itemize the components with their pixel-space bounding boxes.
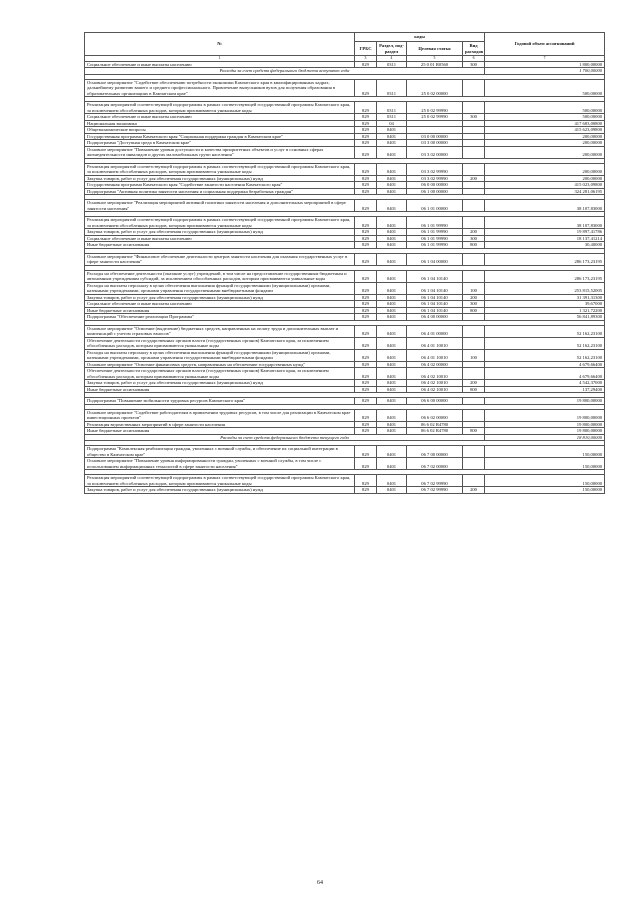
- row-section: 0311: [377, 79, 407, 97]
- row-name: Национальная экономика: [85, 120, 355, 127]
- table-row: [85, 475, 605, 487]
- row-target-article: 06 1 04 10140: [407, 282, 463, 294]
- row-grbs: 829: [355, 114, 377, 121]
- row-target-article: 06 6 02 00000: [407, 409, 463, 421]
- row-target-article: 06 1 01 99990: [407, 217, 463, 229]
- row-expense-type: 100: [463, 349, 485, 361]
- column-number: 3: [355, 56, 377, 62]
- row-section: 0401: [377, 146, 407, 158]
- row-name: Социальное обеспечение и иные выплаты населению: [85, 61, 355, 68]
- row-name: Расходы на выплаты персоналу в целях обеспечения выполнения функций государственными (муниципальными) органами, казенными учреждениями, органами управления государственными внебюджетными фондами: [85, 282, 355, 294]
- row-target-article: 06 4 02 10010: [407, 380, 463, 387]
- table-row: [85, 146, 605, 158]
- row-target-article: 06 7 00 00000: [407, 446, 463, 458]
- row-amount: 18 137,41214: [485, 235, 605, 242]
- row-target-article: 06 6 00 00000: [407, 398, 463, 405]
- table-row: [85, 446, 605, 458]
- row-section: 0401: [377, 398, 407, 405]
- header-annual-volume: Годовой объем ассигнований: [485, 33, 605, 56]
- row-target-article: 06 4 01 10010: [407, 349, 463, 361]
- row-amount: 4 679,66400: [485, 368, 605, 380]
- row-section: 0401: [377, 270, 407, 282]
- row-name: Иные бюджетные ассигнования: [85, 307, 355, 314]
- row-grbs: 829: [355, 409, 377, 421]
- row-amount: 200,00000: [485, 133, 605, 140]
- row-expense-type: [463, 102, 485, 114]
- table-row: [85, 217, 605, 229]
- row-name: Обеспечение деятельности государственных органов власти (государственных органов) Камчатского края, за исключением обособленных расходов, которым присваиваются уникальные коды: [85, 337, 355, 349]
- row-expense-type: [463, 146, 485, 158]
- row-amount: 19 800,00000: [485, 428, 605, 435]
- column-number: 5: [407, 56, 463, 62]
- row-section: 0401: [377, 140, 407, 147]
- header-num: №: [85, 33, 355, 56]
- table-row: [85, 368, 605, 380]
- row-grbs: 829: [355, 398, 377, 405]
- row-grbs: 829: [355, 120, 377, 127]
- row-amount: 52 162,23100: [485, 337, 605, 349]
- header-codes-group: коды: [355, 33, 485, 42]
- row-target-article: 06 1 01 99990: [407, 229, 463, 236]
- row-grbs: 829: [355, 188, 377, 195]
- row-section: 0311: [377, 61, 407, 68]
- row-section: 0401: [377, 428, 407, 435]
- row-grbs: 829: [355, 349, 377, 361]
- row-section: 0401: [377, 163, 407, 175]
- document-page: [84, 32, 604, 494]
- row-section: 0401: [377, 182, 407, 189]
- row-expense-type: [463, 79, 485, 97]
- row-grbs: 829: [355, 140, 377, 147]
- row-grbs: 829: [355, 133, 377, 140]
- header-expense-type: Вид расходов: [463, 42, 485, 56]
- row-expense-type: 800: [463, 428, 485, 435]
- row-target-article: 03 3 02 99990: [407, 163, 463, 175]
- row-section: 04: [377, 120, 407, 127]
- row-target-article: 25 0 02 00000: [407, 79, 463, 97]
- row-section: 0401: [377, 314, 407, 321]
- row-expense-type: [463, 325, 485, 337]
- row-grbs: 829: [355, 458, 377, 470]
- row-name: Иные бюджетные ассигнования: [85, 428, 355, 435]
- row-expense-type: [463, 270, 485, 282]
- row-amount: 39,67000: [485, 301, 605, 308]
- row-grbs: 829: [355, 61, 377, 68]
- row-expense-type: [463, 446, 485, 458]
- row-name: Реализация мероприятий соответствующей подпрограммы в рамках соответствующей государственной программы Камчатского края, за исключением обособленных расходов, которым присваиваются уникальные коды: [85, 163, 355, 175]
- row-section: 0401: [377, 337, 407, 349]
- row-name: Обеспечение деятельности государственных органов власти (государственных органов) Камчатского края, за исключением обособленных расходов, которым присваиваются уникальные коды: [85, 368, 355, 380]
- row-target-article: 06 1 04 10140: [407, 307, 463, 314]
- row-target-article: 06 7 02 99990: [407, 475, 463, 487]
- row-grbs: 829: [355, 487, 377, 494]
- row-amount: 56 841,89300: [485, 314, 605, 321]
- row-name: Закупка товаров, работ и услуг для обеспечения государственных (муниципальных) нужд: [85, 487, 355, 494]
- row-amount: 200,00000: [485, 175, 605, 182]
- row-expense-type: 300: [463, 235, 485, 242]
- row-target-article: 06 4 02 10010: [407, 386, 463, 393]
- row-section: 0401: [377, 253, 407, 265]
- row-grbs: 829: [355, 361, 377, 368]
- row-section: 0401: [377, 229, 407, 236]
- row-grbs: 829: [355, 175, 377, 182]
- row-amount: 1 321,72200: [485, 307, 605, 314]
- row-amount: 150,00000: [485, 475, 605, 487]
- row-name: Подпрограмма "Активная политика занятости населения и социальная поддержка безработных граждан": [85, 188, 355, 195]
- table-row: [85, 458, 605, 470]
- table-row: [85, 349, 605, 361]
- row-expense-type: [463, 368, 485, 380]
- row-section: 0401: [377, 307, 407, 314]
- row-expense-type: 200: [463, 294, 485, 301]
- row-section: 0401: [377, 386, 407, 393]
- row-amount: 4 542,37000: [485, 380, 605, 387]
- row-target-article: 06 4 00 00000: [407, 314, 463, 321]
- table-row: [85, 325, 605, 337]
- table-row: [85, 102, 605, 114]
- row-target-article: 25 0 01 R0560: [407, 61, 463, 68]
- row-expense-type: [463, 409, 485, 421]
- table-header: [85, 33, 605, 62]
- row-amount: 30,40000: [485, 242, 605, 249]
- row-grbs: 829: [355, 294, 377, 301]
- table-row: [85, 163, 605, 175]
- table-row: [85, 270, 605, 282]
- row-target-article: 06 6 02 R4780: [407, 421, 463, 428]
- row-grbs: 829: [355, 253, 377, 265]
- row-grbs: 829: [355, 200, 377, 212]
- note-amount: 1 700,00000: [485, 68, 605, 75]
- row-target-article: 06 1 00 00000: [407, 188, 463, 195]
- row-amount: 415 623,09800: [485, 127, 605, 134]
- row-target-article: 06 0 00 00000: [407, 182, 463, 189]
- table-row: [85, 282, 605, 294]
- row-grbs: 829: [355, 146, 377, 158]
- row-amount: 52 162,23100: [485, 349, 605, 361]
- row-grbs: 829: [355, 314, 377, 321]
- column-number: 1: [85, 56, 355, 62]
- row-name: Основное мероприятие "Содействие обеспечению потребности экономики Камчатского края в квалифицированных кадрах, дальнейшему развитию вашего и среднего профессионального. Привлечение выпускников вузов для получения образования в образовательных организациях в Камчатском крае": [85, 79, 355, 97]
- row-target-article: 06 1 04 00000: [407, 253, 463, 265]
- row-section: 0401: [377, 301, 407, 308]
- row-grbs: 829: [355, 270, 377, 282]
- row-section: 0401: [377, 361, 407, 368]
- row-target-article: 06 4 02 10010: [407, 368, 463, 380]
- row-expense-type: [463, 475, 485, 487]
- row-amount: 500,00000: [485, 114, 605, 121]
- row-grbs: 829: [355, 102, 377, 114]
- row-name: Основное мероприятие "Освоение финансовых средств, направленных на обеспечение государственных нужд": [85, 361, 355, 368]
- column-number: 7: [485, 56, 605, 62]
- row-target-article: 03 3 02 00000: [407, 146, 463, 158]
- note-text: Расходы за счет средств федерального бюджета текущего года: [85, 434, 485, 441]
- row-section: 0401: [377, 175, 407, 182]
- row-amount: 324 281,06195: [485, 188, 605, 195]
- row-expense-type: [463, 200, 485, 212]
- row-grbs: 829: [355, 163, 377, 175]
- row-target-article: 25 0 02 99990: [407, 114, 463, 121]
- row-grbs: 829: [355, 380, 377, 387]
- row-name: Реализация мероприятий соответствующей подпрограммы в рамках соответствующей государственной программы Камчатского края, за исключением обособленных расходов, которым присваиваются уникальные коды: [85, 217, 355, 229]
- row-section: 0401: [377, 380, 407, 387]
- row-target-article: 06 1 04 10140: [407, 270, 463, 282]
- row-section: 0401: [377, 349, 407, 361]
- row-name: Общеэкономические вопросы: [85, 127, 355, 134]
- row-section: 0401: [377, 446, 407, 458]
- row-expense-type: 300: [463, 61, 485, 68]
- row-name: Основное мероприятие "Освоение (выделение) бюджетных средств, направленных на оплату труда и дополнительных выплат и компенсаций с учетом страховых взносов": [85, 325, 355, 337]
- row-target-article: 06 1 01 99990: [407, 235, 463, 242]
- row-amount: 150,00000: [485, 446, 605, 458]
- row-expense-type: 300: [463, 301, 485, 308]
- row-expense-type: 200: [463, 229, 485, 236]
- row-amount: 286 173,23195: [485, 253, 605, 265]
- table-row: [85, 487, 605, 494]
- row-section: 0401: [377, 325, 407, 337]
- row-name: Социальное обеспечение и иные выплаты населению: [85, 235, 355, 242]
- row-grbs: 829: [355, 368, 377, 380]
- table-row: [85, 253, 605, 265]
- row-name: Расходы на обеспечение деятельности (оказание услуг) учреждений, в том числе на предоставление государственным бюджетным и автономным учреждениям субсидий, за исключением обособленных расходов, которым присваиваются уникальные коды: [85, 270, 355, 282]
- row-section: 0401: [377, 421, 407, 428]
- row-amount: 137,29400: [485, 386, 605, 393]
- table-row: [85, 409, 605, 421]
- row-name: Иные бюджетные ассигнования: [85, 242, 355, 249]
- row-section: 0401: [377, 368, 407, 380]
- row-target-article: 06 6 02 R4780: [407, 428, 463, 435]
- row-name: Закупка товаров, работ и услуг для обеспечения государственных (муниципальных) нужд: [85, 380, 355, 387]
- row-name: Закупка товаров, работ и услуг для обеспечения государственных (муниципальных) нужд: [85, 229, 355, 236]
- row-grbs: 829: [355, 386, 377, 393]
- row-name: Государственная программа Камчатского края "Содействие занятости населения Камчатского края": [85, 182, 355, 189]
- row-target-article: 06 4 02 00000: [407, 361, 463, 368]
- row-grbs: 829: [355, 325, 377, 337]
- row-target-article: 03 3 02 99990: [407, 175, 463, 182]
- row-expense-type: [463, 217, 485, 229]
- table-row: [85, 200, 605, 212]
- row-name: Основное мероприятие "Финансовое обеспечение деятельности центров занятости населения для оказания государственных услуг в сфере занятости населения": [85, 253, 355, 265]
- row-name: Реализация ведомственных мероприятий в сфере занятости населения: [85, 421, 355, 428]
- column-number: 6: [463, 56, 485, 62]
- header-target-article: Целевая статья: [407, 42, 463, 56]
- row-name: Подпрограмма "Обеспечение реализации Программы": [85, 314, 355, 321]
- row-amount: 286 173,23195: [485, 270, 605, 282]
- row-target-article: 06 4 01 10010: [407, 337, 463, 349]
- row-amount: 415 023,09800: [485, 182, 605, 189]
- row-section: 0401: [377, 282, 407, 294]
- row-section: 0401: [377, 458, 407, 470]
- row-amount: 500,00000: [485, 102, 605, 114]
- row-grbs: 829: [355, 282, 377, 294]
- row-expense-type: 200: [463, 175, 485, 182]
- row-name: Социальное обеспечение и иные выплаты населению: [85, 301, 355, 308]
- row-amount: 200,00000: [485, 140, 605, 147]
- row-amount: 38 107,83000: [485, 200, 605, 212]
- row-grbs: 829: [355, 182, 377, 189]
- row-name: Подпрограмма "Повышение мобильности трудовых ресурсов Камчатского края": [85, 398, 355, 405]
- row-grbs: 829: [355, 235, 377, 242]
- row-amount: 31 391,31300: [485, 294, 605, 301]
- row-section: 0401: [377, 409, 407, 421]
- row-amount: 19 897,41786: [485, 229, 605, 236]
- row-target-article: 06 4 01 00000: [407, 325, 463, 337]
- row-section: 0401: [377, 127, 407, 134]
- row-section: 0401: [377, 475, 407, 487]
- row-amount: 200,00000: [485, 163, 605, 175]
- table-row: [85, 337, 605, 349]
- row-grbs: 829: [355, 475, 377, 487]
- row-name: Подпрограмма "Доступная среда в Камчатском крае": [85, 140, 355, 147]
- header-grbs: ГРБС: [355, 42, 377, 56]
- row-grbs: 829: [355, 127, 377, 134]
- row-grbs: 829: [355, 79, 377, 97]
- row-grbs: 829: [355, 428, 377, 435]
- row-target-article: 03 3 00 00000: [407, 140, 463, 147]
- row-target-article: 06 1 01 00000: [407, 200, 463, 212]
- row-amount: 150,00000: [485, 458, 605, 470]
- row-amount: 19 800,00000: [485, 398, 605, 405]
- row-target-article: 06 1 04 10140: [407, 294, 463, 301]
- row-name: Реализация мероприятий соответствующей подпрограммы в рамках соответствующей государственной программы Камчатского края, за исключением обособленных расходов, которым присваиваются уникальные коды: [85, 475, 355, 487]
- row-expense-type: 800: [463, 242, 485, 249]
- row-section: 0401: [377, 188, 407, 195]
- row-grbs: 829: [355, 337, 377, 349]
- row-grbs: 829: [355, 301, 377, 308]
- row-target-article: 06 7 02 99990: [407, 487, 463, 494]
- row-amount: 253 815,52005: [485, 282, 605, 294]
- row-expense-type: [463, 253, 485, 265]
- row-amount: 417 683,00800: [485, 120, 605, 127]
- row-section: 0311: [377, 102, 407, 114]
- row-name: Социальное обеспечение и иные выплаты населению: [85, 114, 355, 121]
- row-amount: 1 800,00000: [485, 61, 605, 68]
- row-expense-type: [463, 337, 485, 349]
- row-section: 0401: [377, 487, 407, 494]
- table-body: [85, 61, 605, 493]
- row-name: Подпрограмма "Комплексная реабилитация граждан, уволенных с военной службы, и обеспечение их социальной интеграции в общество в Камчатском крае": [85, 446, 355, 458]
- row-target-article: 06 1 01 99990: [407, 242, 463, 249]
- row-target-article: 06 7 02 00000: [407, 458, 463, 470]
- header-section: Раздел, под-раздел: [377, 42, 407, 56]
- row-expense-type: 100: [463, 282, 485, 294]
- row-section: 0401: [377, 200, 407, 212]
- row-name: Основное мероприятие "Содействие работодателям в привлечении трудовых ресурсов, в том числе для реализации в Камчатском крае инвестиционных проектов": [85, 409, 355, 421]
- row-amount: 19 800,00000: [485, 409, 605, 421]
- row-name: Реализация мероприятий соответствующей подпрограммы в рамках соответствующей государственной программы Камчатского края, за исключением обособленных расходов, которым присваиваются уникальные коды: [85, 102, 355, 114]
- row-amount: 4 679,66400: [485, 361, 605, 368]
- row-section: 0401: [377, 133, 407, 140]
- note-amount: 18 810,00000: [485, 434, 605, 441]
- row-grbs: 829: [355, 421, 377, 428]
- row-grbs: 829: [355, 307, 377, 314]
- row-expense-type: 800: [463, 386, 485, 393]
- page-number: 64: [317, 880, 323, 886]
- table-row: [85, 79, 605, 97]
- note-text: Расходы за счет средств федерального бюджета вступают года: [85, 68, 485, 75]
- budget-table: [84, 32, 605, 494]
- row-name: Иные бюджетные ассигнования: [85, 386, 355, 393]
- row-grbs: 829: [355, 446, 377, 458]
- row-section: 0401: [377, 217, 407, 229]
- row-target-article: 06 1 04 10140: [407, 301, 463, 308]
- row-target-article: 25 0 02 99990: [407, 102, 463, 114]
- row-amount: 500,00000: [485, 79, 605, 97]
- row-name: Основное мероприятие "Повышение уровня доступности и качества приоритетных объектов и услуг в основных сферах жизнедеятельности инвалидов и других маломобильных групп населения": [85, 146, 355, 158]
- row-name: Расходы на выплаты персоналу в целях обеспечения выполнения функций государственными (муниципальными) органами, казенными учреждениями, органами управления государственными внебюджетными фондами: [85, 349, 355, 361]
- row-grbs: 829: [355, 217, 377, 229]
- row-amount: 38 107,83000: [485, 217, 605, 229]
- column-number: 4: [377, 56, 407, 62]
- row-amount: 200,00000: [485, 146, 605, 158]
- row-name: Закупка товаров, работ и услуг для обеспечения государственных (муниципальных) нужд: [85, 175, 355, 182]
- row-expense-type: 300: [463, 114, 485, 121]
- row-expense-type: 800: [463, 307, 485, 314]
- row-target-article: 03 0 00 00000: [407, 133, 463, 140]
- row-section: 0401: [377, 294, 407, 301]
- row-section: 0311: [377, 114, 407, 121]
- row-name: Государственная программа Камчатского края "Социальная поддержка граждан в Камчатском крае": [85, 133, 355, 140]
- row-expense-type: 200: [463, 380, 485, 387]
- row-amount: 52 162,23100: [485, 325, 605, 337]
- row-expense-type: [463, 458, 485, 470]
- row-section: 0401: [377, 242, 407, 249]
- row-name: Основное мероприятие "Повышение уровня информированности граждан, уволенных с военной службы, в том числе с использованием информационных технологий в сфере занятости населения": [85, 458, 355, 470]
- row-amount: 150,00000: [485, 487, 605, 494]
- row-expense-type: [463, 163, 485, 175]
- row-amount: 19 800,00000: [485, 421, 605, 428]
- row-grbs: 829: [355, 229, 377, 236]
- row-grbs: 829: [355, 242, 377, 249]
- row-expense-type: 200: [463, 487, 485, 494]
- row-name: Закупка товаров, работ и услуг для обеспечения государственных (муниципальных) нужд: [85, 294, 355, 301]
- row-section: 0401: [377, 235, 407, 242]
- row-name: Основное мероприятие "Реализация мероприятий активной политики занятости населения и дополнительных мероприятий в сфере занятости населения": [85, 200, 355, 212]
